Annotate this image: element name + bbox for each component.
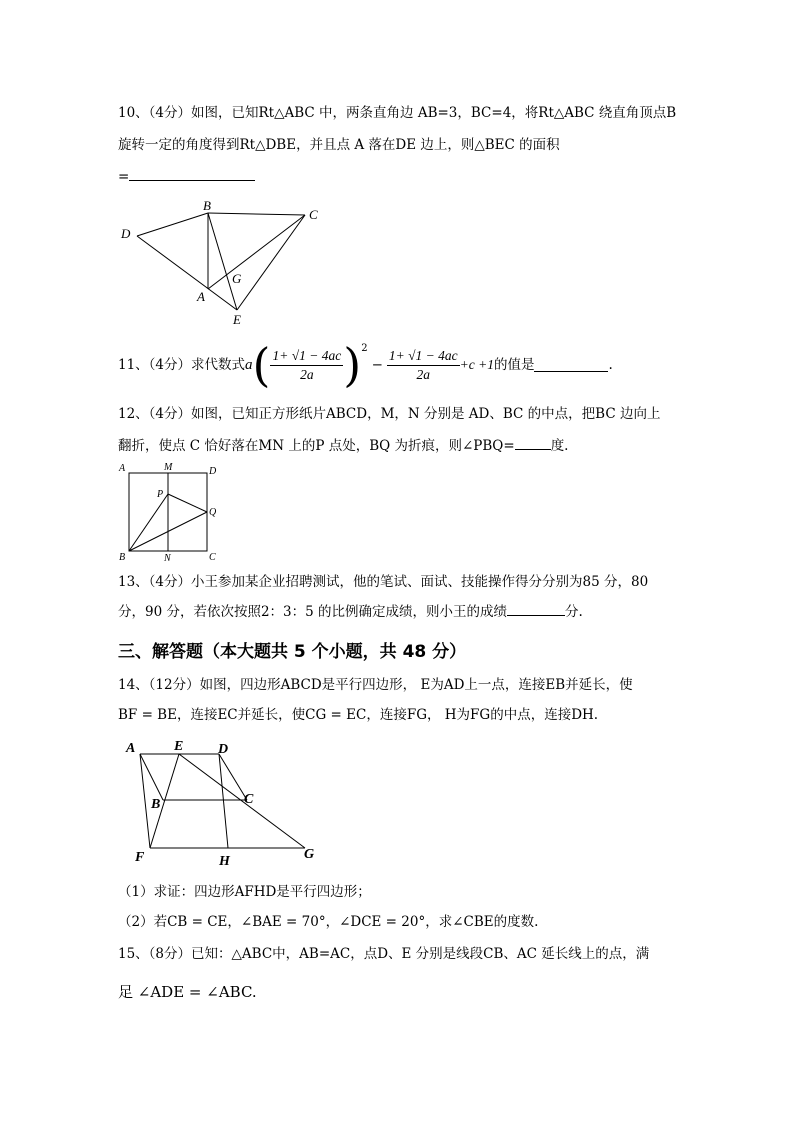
q10-label-e: E bbox=[233, 312, 241, 327]
q14-label-e: E bbox=[174, 739, 184, 754]
q10-answer-blank[interactable] bbox=[129, 168, 255, 181]
q12-line2: 翻折，使点 C 恰好落在MN 上的P 点处，BQ 为折痕，则∠PBQ= 度. bbox=[118, 438, 569, 454]
q14-figure bbox=[115, 733, 330, 868]
q12-label-m: M bbox=[164, 462, 173, 473]
q13-answer-blank[interactable] bbox=[507, 603, 565, 616]
q14-sub1: （1）求证：四边形AFHD是平行四边形； bbox=[118, 884, 371, 900]
q15-line1: 15、（8分）已知：△ABC中，AB=AC，点D、E 分别是线段CB、AC 延长线上的点，满 bbox=[118, 946, 650, 962]
section-3-title: 三、解答题（本大题共 5 个小题，共 48 分） bbox=[118, 642, 467, 662]
q12-label-b: B bbox=[119, 552, 126, 563]
q12-label-c: C bbox=[209, 552, 216, 563]
q14-label-b: B bbox=[151, 797, 161, 812]
q12-answer-blank[interactable] bbox=[515, 437, 551, 450]
q14-line2: BF = BE，连接EC并延长，使CG = EC，连接FG， H为FG的中点，连接DH. bbox=[118, 707, 599, 723]
q12-label-d: D bbox=[209, 466, 217, 477]
q10-figure bbox=[115, 195, 330, 330]
q12-label-a: A bbox=[119, 463, 126, 474]
q10-line2: 旋转一定的角度得到Rt△DBE，并且点 A 落在DE 边上，则△BEC 的面积 bbox=[118, 137, 560, 153]
q14-line1: 14、（12分）如图，四边形ABCD是平行四边形， E为AD上一点，连接EB并延长，使 bbox=[118, 677, 633, 693]
q14-sub2: （2）若CB = CE，∠BAE = 70°，∠DCE = 20°，求∠CBE的度数. bbox=[118, 914, 539, 930]
q10-label-d: D bbox=[121, 226, 131, 241]
q15-line2: 足 ∠ADE = ∠ABC. bbox=[118, 983, 257, 1001]
q12-label-q: Q bbox=[209, 507, 217, 518]
q12-figure bbox=[115, 460, 225, 565]
q12-label-p: P bbox=[157, 489, 164, 500]
q11-expression: 11、（4分）求代数式 a ( $\frac{1+ √1 - 4ac}{2a}$ ) $^2$ − $\frac{1+ √1 - 4ac}{2a}$ +c +1 的值是 . bbox=[118, 338, 613, 392]
q12-label-n: N bbox=[164, 553, 171, 564]
q10-line3: = bbox=[118, 168, 255, 186]
q10-label-a: A bbox=[197, 289, 205, 304]
q13-line2: 分，90 分，若依次按照2：3：5 的比例确定成绩，则小王的成绩 分. bbox=[118, 604, 583, 620]
q12-line1: 12、（4分）如图，已知正方形纸片ABCD，M，N 分别是 AD、BC 的中点，把BC 边向上 bbox=[118, 406, 661, 422]
q14-label-a: A bbox=[126, 741, 136, 756]
q10-line1: 10、（4分）如图，已知Rt△ABC 中，两条直角边 AB=3，BC=4，将Rt△ABC 绕直角顶点B bbox=[118, 105, 677, 121]
q11-answer-blank[interactable] bbox=[534, 359, 608, 372]
q14-label-d: D bbox=[218, 742, 229, 757]
q13-line1: 13、（4分）小王参加某企业招聘测试，他的笔试、面试、技能操作得分分别为85 分，80 bbox=[118, 574, 649, 590]
q10-label-b: B bbox=[203, 198, 211, 213]
q14-label-g: G bbox=[304, 847, 315, 862]
q14-label-c: C bbox=[244, 792, 254, 807]
q10-label-g: G bbox=[232, 271, 242, 286]
q10-label-c: C bbox=[309, 207, 318, 222]
q14-label-h: H bbox=[219, 854, 230, 868]
q14-label-f: F bbox=[135, 850, 145, 865]
